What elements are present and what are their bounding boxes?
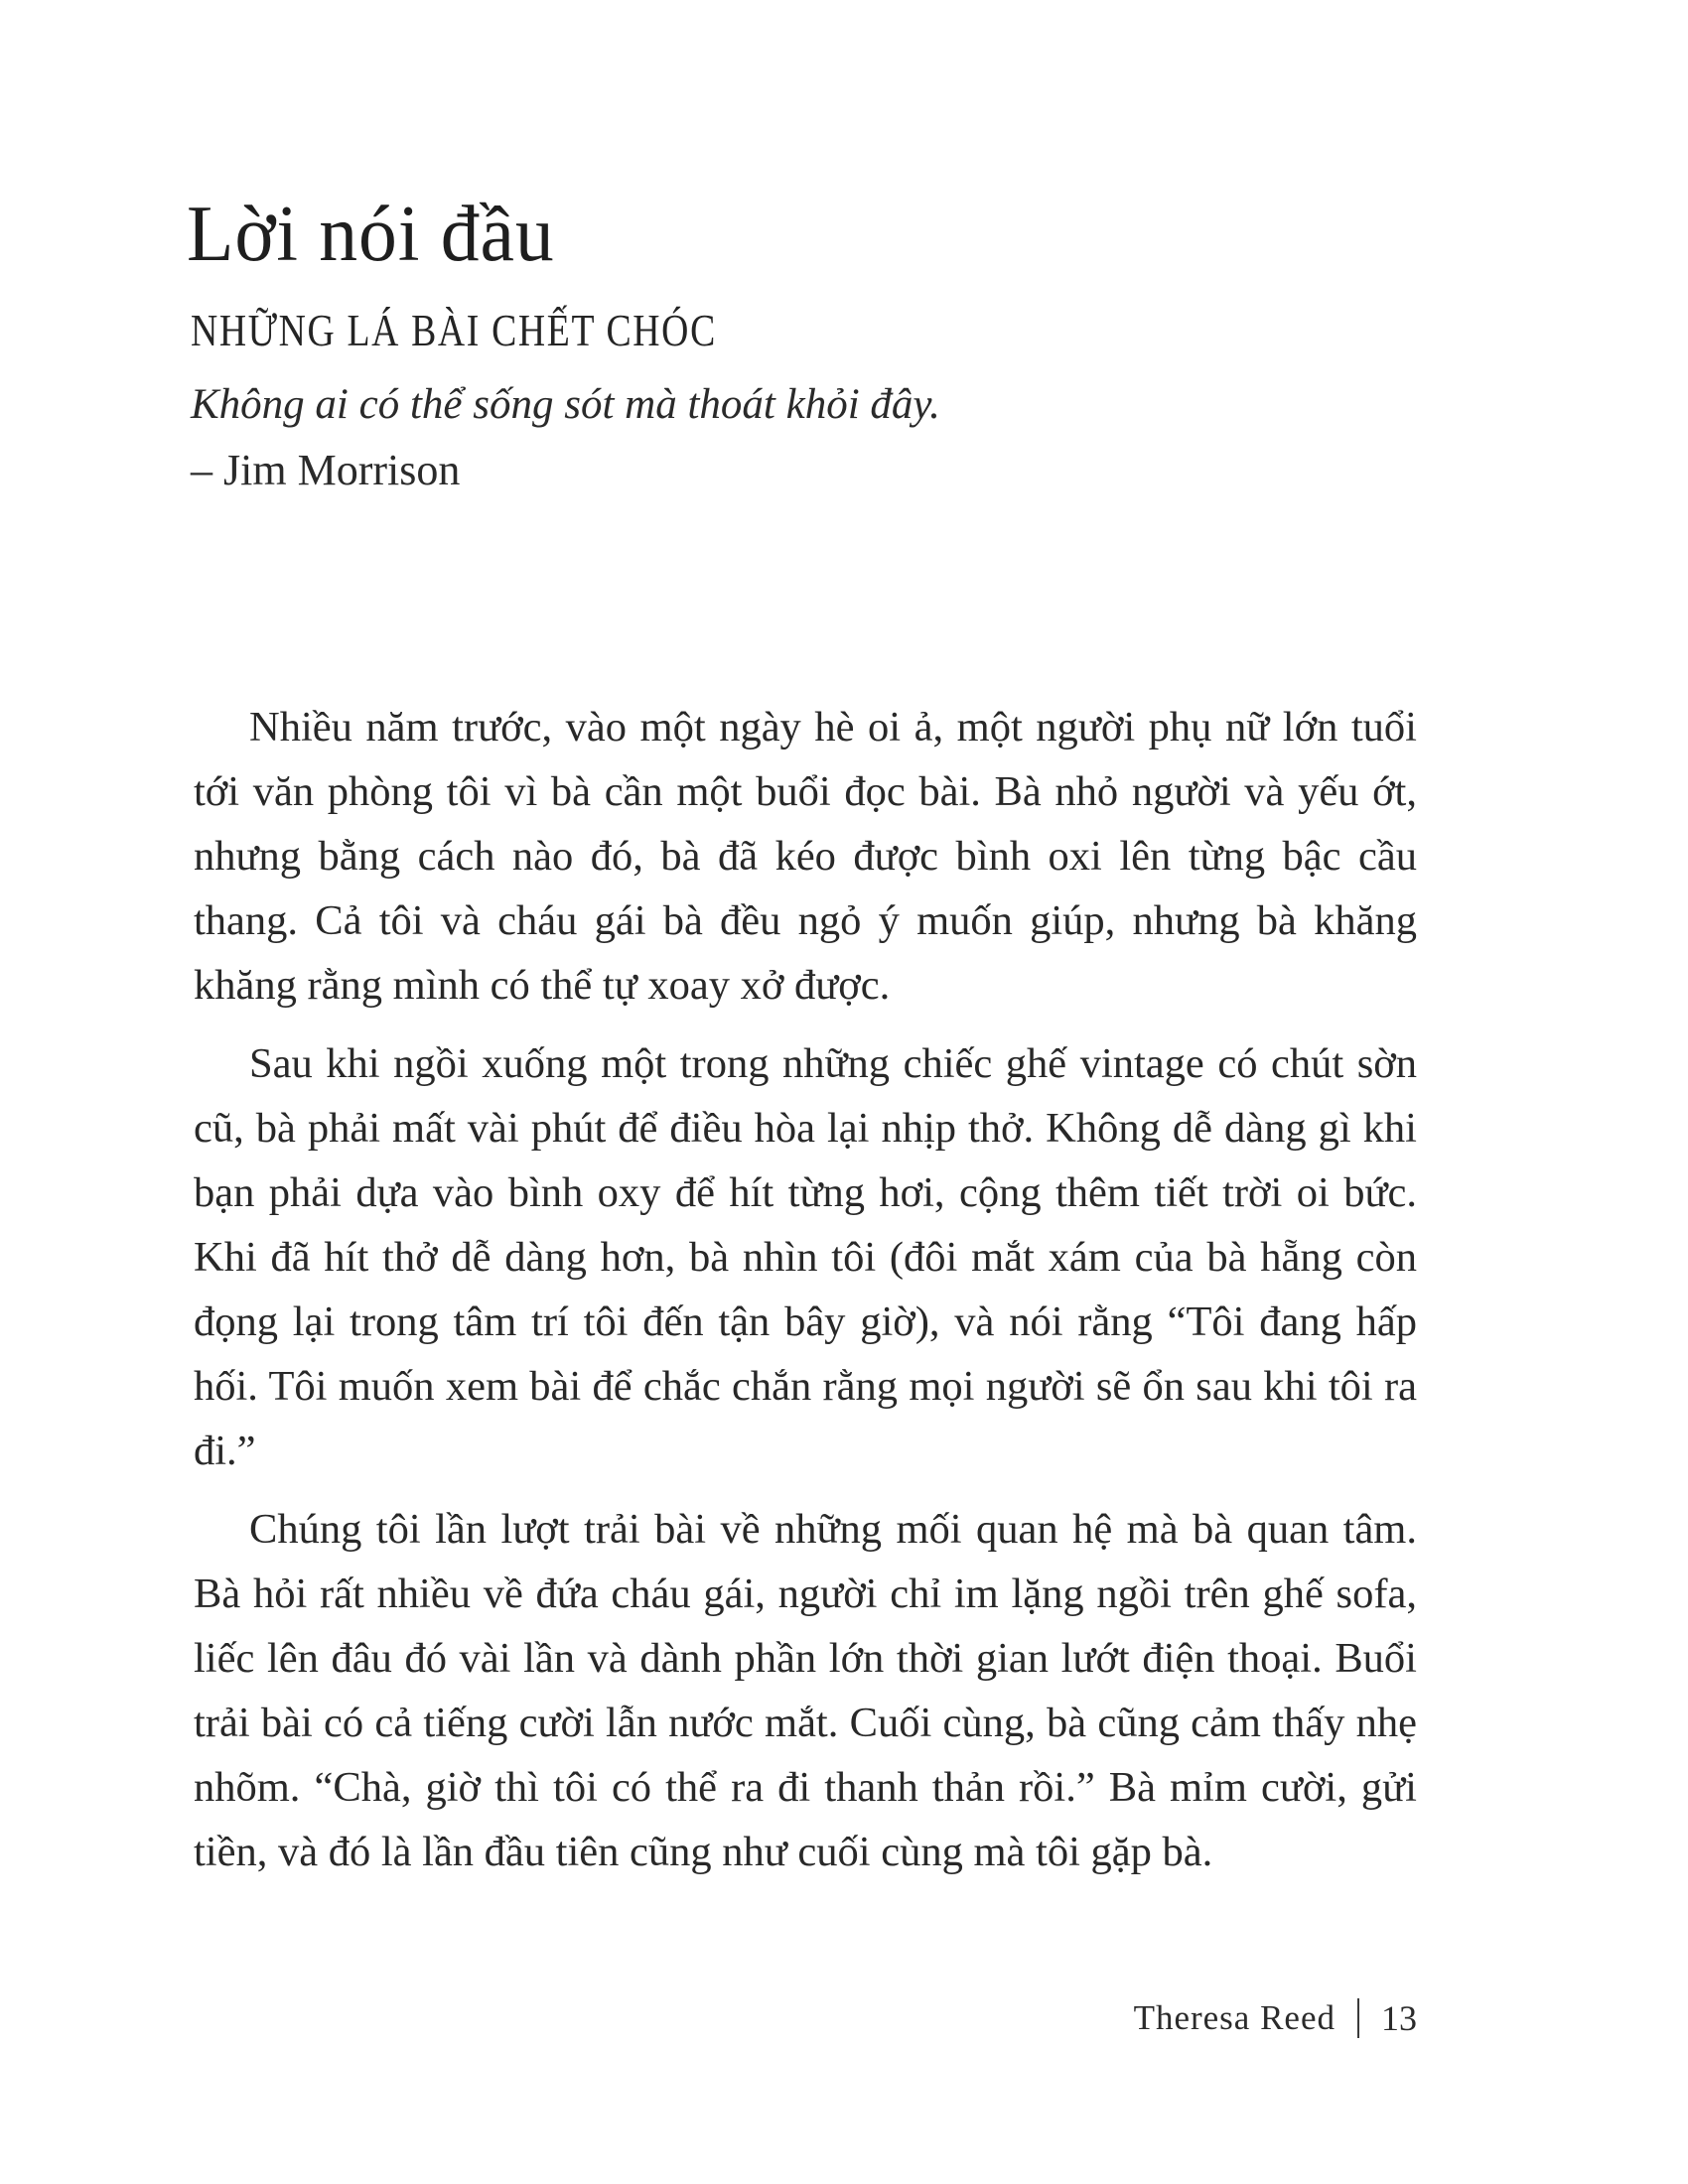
epigraph-attribution: – Jim Morrison: [191, 446, 461, 494]
chapter-title: Lời nói đầu: [187, 191, 555, 278]
page-footer: [1134, 1997, 1417, 2039]
paragraph-1: Nhiều năm trước, vào một ngày hè oi ả, một người phụ nữ lớn tuổi tới văn phòng tôi vì bà cần một buổi đọc bài. Bà nhỏ người và yếu ớt, nhưng bằng cách nào đó, bà đã kéo được bình oxi lên từng bậc cầu thang. Cả tôi và cháu gái bà đều ngỏ ý muốn giúp, nhưng bà khăng khăng rằng mình có thể tự xoay xở được.: [194, 704, 1417, 1009]
body-text: [194, 695, 1417, 1898]
footer-divider: [1357, 1998, 1359, 2038]
chapter-subtitle: NHỮNG LÁ BÀI CHẾT CHÓC: [191, 305, 717, 355]
epigraph-quote: Không ai có thể sống sót mà thoát khỏi đây.: [191, 381, 940, 428]
paragraph-3: Chúng tôi lần lượt trải bài về những mối quan hệ mà bà quan tâm. Bà hỏi rất nhiều về đứa cháu gái, người chỉ im lặng ngồi trên ghế sofa, liếc lên đâu đó vài lần và dành phần lớn thời gian lướt điện thoại. Buổi trải bài có cả tiếng cười lẫn nước mắt. Cuối cùng, bà cũng cảm thấy nhẹ nhõm. “Chà, giờ thì tôi có thể ra đi thanh thản rồi.” Bà mỉm cười, gửi tiền, và đó là lần đầu tiên cũng như cuối cùng mà tôi gặp bà.: [194, 1506, 1417, 1875]
paragraph-2: Sau khi ngồi xuống một trong những chiếc ghế vintage có chút sờn cũ, bà phải mất vài phút để điều hòa lại nhịp thở. Không dễ dàng gì khi bạn phải dựa vào bình oxy để hít từng hơi, cộng thêm tiết trời oi bức. Khi đã hít thở dễ dàng hơn, bà nhìn tôi (đôi mắt xám của bà hẵng còn đọng lại trong tâm trí tôi đến tận bây giờ), và nói rằng “Tôi đang hấp hối. Tôi muốn xem bài để chắc chắn rằng mọi người sẽ ổn sau khi tôi ra đi.”: [194, 1040, 1417, 1474]
footer-author: Theresa Reed: [1133, 1998, 1336, 2037]
footer-page-number: 13: [1381, 1998, 1417, 2038]
